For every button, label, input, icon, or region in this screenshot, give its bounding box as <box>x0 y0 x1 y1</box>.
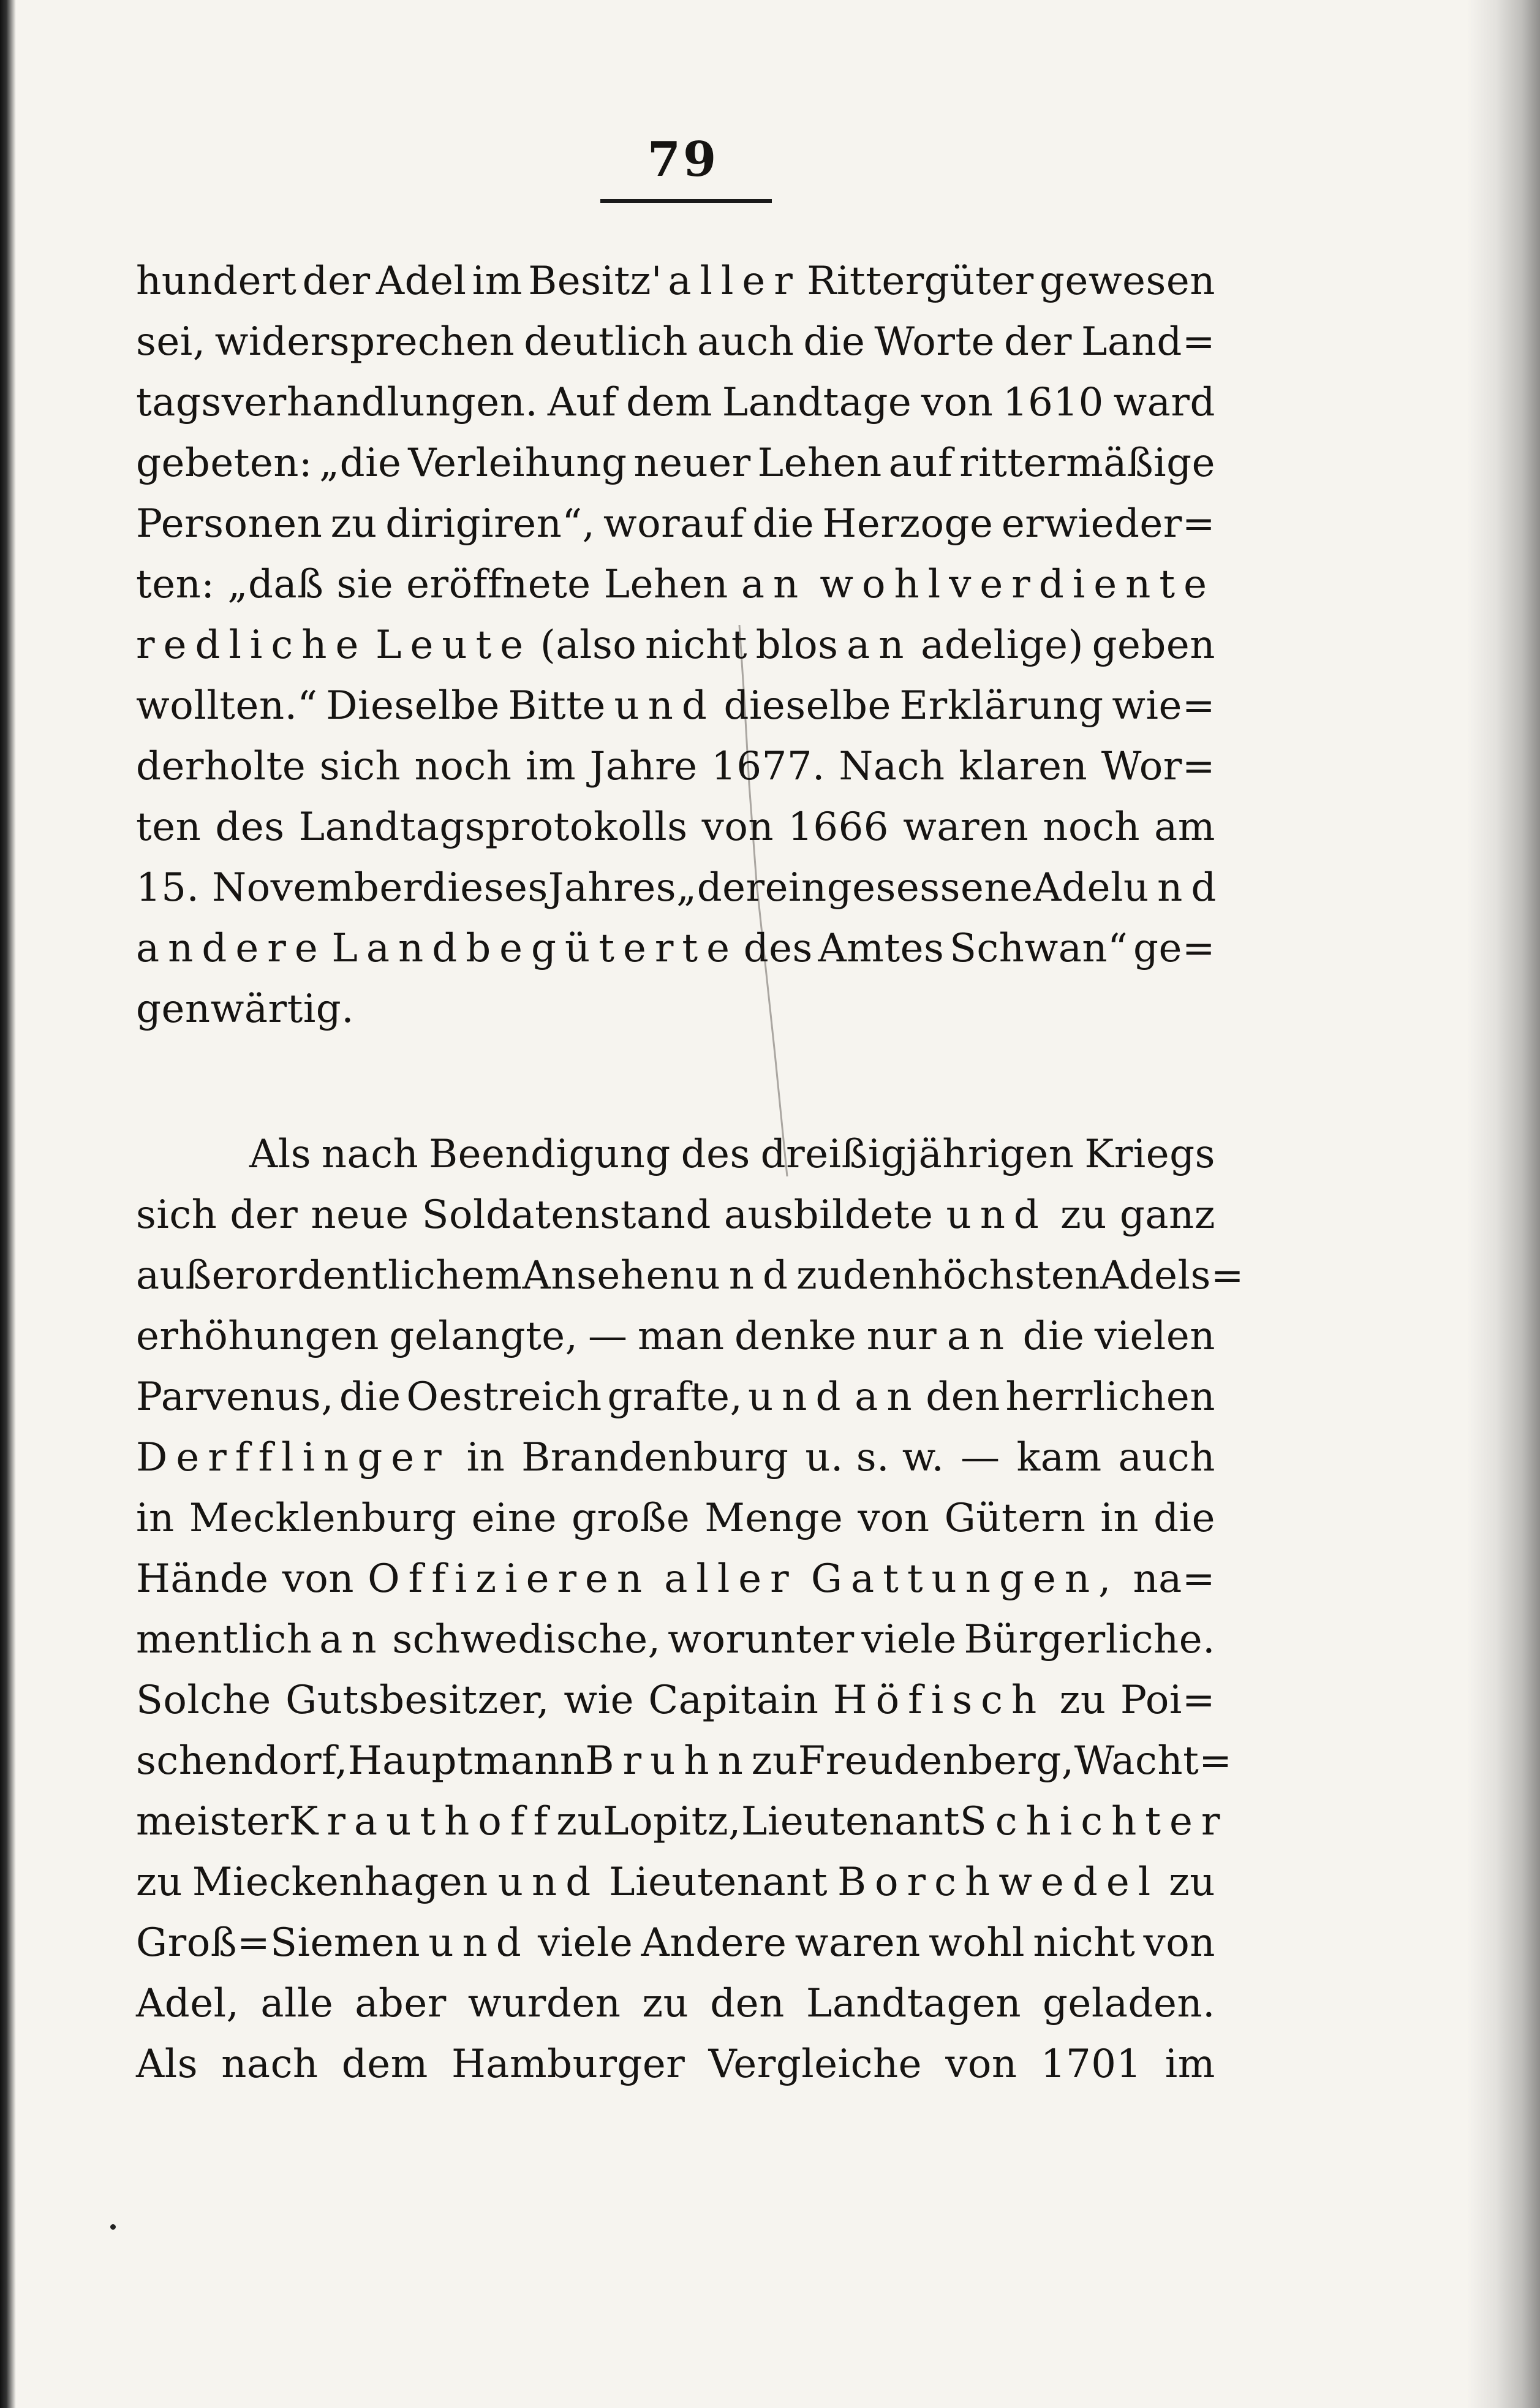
word: 1666 <box>788 805 889 850</box>
word: Jahres <box>548 865 677 911</box>
text-line <box>136 979 1215 1040</box>
word: des <box>681 1132 750 1177</box>
word: außerordentlichem <box>136 1253 523 1298</box>
word: Herzoge <box>822 501 994 547</box>
word: Amtes <box>818 926 945 971</box>
word: Parvenus, <box>136 1374 334 1420</box>
text-line <box>136 1974 1215 2034</box>
word: ten <box>136 805 202 850</box>
word: die <box>752 501 815 547</box>
word: eine <box>471 1496 557 1541</box>
word: geben <box>1092 623 1215 668</box>
word: Ansehen <box>522 1253 695 1298</box>
word: neuer <box>633 441 751 486</box>
word: kam <box>1016 1435 1102 1480</box>
text-line <box>136 251 1215 312</box>
word: Krauthoff <box>289 1799 557 1844</box>
word: Groß=Siemen <box>136 1920 421 1966</box>
word: Bruhn <box>585 1738 752 1784</box>
text-line <box>136 1731 1232 1792</box>
word: dirigiren“, <box>385 501 595 547</box>
word: auch <box>697 319 795 365</box>
word: widersprechen <box>214 319 515 365</box>
word: in <box>136 1496 175 1541</box>
word: des <box>215 805 285 850</box>
word: von <box>945 2042 1017 2087</box>
word: Wacht= <box>1074 1738 1232 1784</box>
text-line <box>136 555 1215 615</box>
word: Gattungen, <box>810 1556 1120 1602</box>
word: noch <box>414 744 512 789</box>
word: Wor= <box>1101 744 1215 789</box>
word: aller <box>668 259 801 304</box>
word: Borchwedel <box>837 1860 1160 1905</box>
word: von <box>921 380 994 425</box>
word: „die <box>319 441 402 486</box>
text-line <box>136 2034 1215 2095</box>
word: 1677. <box>711 744 825 789</box>
word: na= <box>1133 1556 1215 1602</box>
word: mentlich <box>136 1617 312 1662</box>
word: Leute <box>375 623 532 668</box>
word: andere <box>136 926 326 971</box>
word: Erklärung <box>899 683 1104 729</box>
word: adelige) <box>921 623 1084 668</box>
word: nicht <box>1033 1920 1136 1966</box>
word: Schichter <box>959 1799 1229 1844</box>
word: aber <box>355 1981 447 2026</box>
word: gebeten: <box>136 441 313 486</box>
word: im <box>1164 2042 1215 2087</box>
word: alle <box>260 1981 334 2026</box>
word: dieselbe <box>723 683 891 729</box>
word: (also <box>540 623 637 668</box>
word: 15. November <box>136 865 422 911</box>
word: Poi= <box>1120 1678 1215 1723</box>
word: und <box>1123 865 1225 911</box>
word: viele <box>538 1920 633 1966</box>
text-line <box>136 1185 1215 1246</box>
word: Hände <box>136 1556 269 1602</box>
word: an <box>319 1617 385 1662</box>
word: zu <box>556 1799 603 1844</box>
page-number: 79 <box>647 132 719 187</box>
word: Oestreich <box>406 1374 602 1420</box>
word: der <box>1004 319 1072 365</box>
word: dreißigjährigen <box>760 1132 1074 1177</box>
word: Lieutenant <box>609 1860 828 1905</box>
word: „der <box>676 865 765 911</box>
word: nur <box>866 1314 937 1359</box>
word: wollten.“ <box>136 683 318 729</box>
text-line <box>136 1306 1215 1367</box>
word: sie <box>336 562 394 607</box>
word: im <box>525 744 576 789</box>
text-line <box>136 1670 1215 1731</box>
word: höchsten <box>917 1253 1100 1298</box>
word: an <box>741 562 807 607</box>
word: klaren <box>959 744 1088 789</box>
word: Bürgerliche. <box>964 1617 1215 1662</box>
word: gelangte, <box>389 1314 578 1359</box>
word: zu <box>751 1738 798 1784</box>
word: deutlich <box>524 319 688 365</box>
word: zu <box>330 501 377 547</box>
word: zu <box>136 1860 183 1905</box>
text-line <box>136 1913 1215 1974</box>
word: die <box>803 319 866 365</box>
text-line <box>136 736 1215 797</box>
word: Offizieren <box>368 1556 651 1602</box>
word: im <box>472 259 523 304</box>
word: Adel, <box>136 1981 240 2026</box>
word: vielen <box>1094 1314 1215 1359</box>
word: ausbildete <box>723 1192 934 1238</box>
word: erhöhungen <box>136 1314 379 1359</box>
word: in <box>466 1435 505 1480</box>
word: neue <box>311 1192 409 1238</box>
word: und <box>428 1920 530 1966</box>
word: wurden <box>467 1981 621 2026</box>
text-line <box>136 494 1215 555</box>
word: Derfflinger <box>136 1435 450 1480</box>
word: Kriegs <box>1084 1132 1215 1177</box>
page-number-rule <box>600 199 772 203</box>
word: Landtage <box>722 380 912 425</box>
word: 1610 <box>1002 380 1104 425</box>
word: Worte <box>874 319 995 365</box>
word: zu <box>1059 1678 1106 1723</box>
word: Mecklenburg <box>189 1496 457 1541</box>
word: — <box>961 1435 1000 1480</box>
word: noch <box>1043 805 1141 850</box>
word: dieses <box>421 865 548 911</box>
word: geladen. <box>1043 1981 1215 2026</box>
word: „daß <box>227 562 324 607</box>
text-line <box>136 1488 1215 1549</box>
word: Besitz' <box>528 259 662 304</box>
word: Als <box>136 2042 198 2087</box>
word: worauf <box>603 501 744 547</box>
word: des <box>743 926 813 971</box>
word: Land= <box>1081 319 1215 365</box>
text-line <box>136 1124 1215 1185</box>
word: Soldatenstand <box>421 1192 711 1238</box>
word: von <box>858 1496 930 1541</box>
word: Landtagen <box>806 1981 1022 2026</box>
text-line <box>136 858 1225 918</box>
word: der <box>230 1192 298 1238</box>
text-line <box>136 1852 1215 1913</box>
word: redliche <box>136 623 368 668</box>
word: ten: <box>136 562 215 607</box>
paragraph-2 <box>136 1124 1244 2095</box>
word: und <box>748 1374 850 1420</box>
word: Als <box>249 1132 312 1177</box>
word: in <box>1100 1496 1139 1541</box>
word: auf <box>888 441 953 486</box>
scan-right-edge-shadow <box>1466 0 1540 2408</box>
word: Hauptmann <box>347 1738 586 1784</box>
word: den <box>926 1374 1000 1420</box>
word: auch <box>1118 1435 1215 1480</box>
word: ge= <box>1133 926 1215 971</box>
word: an <box>847 623 913 668</box>
word: von <box>1143 1920 1215 1966</box>
word: von <box>701 805 774 850</box>
word: herrlichen <box>1005 1374 1215 1420</box>
word: und <box>946 1192 1047 1238</box>
word: sich <box>319 744 401 789</box>
word: Capitain <box>648 1678 819 1723</box>
scan-left-edge-shadow <box>0 0 16 2408</box>
word: Adel <box>376 259 467 304</box>
word: Vergleiche <box>708 2042 923 2087</box>
word: Beendigung <box>429 1132 671 1177</box>
word: Personen <box>136 501 323 547</box>
word: Landtagsprotokolls <box>298 805 688 850</box>
word: Lehen <box>603 562 728 607</box>
word: von <box>282 1556 354 1602</box>
word: die <box>339 1374 401 1420</box>
word: zu <box>796 1253 843 1298</box>
word: hundert <box>136 259 297 304</box>
word: Dieselbe <box>326 683 500 729</box>
word: dem <box>341 2042 428 2087</box>
word: worunter <box>668 1617 855 1662</box>
word: den <box>842 1253 918 1298</box>
word: sei, <box>136 319 206 365</box>
word: Andere <box>641 1920 787 1966</box>
word: wie= <box>1112 683 1215 729</box>
word: Höfisch <box>832 1678 1046 1723</box>
word: zu <box>642 1981 689 2026</box>
word: derholte <box>136 744 306 789</box>
word: wie <box>564 1678 634 1723</box>
word: rittermäßige <box>959 441 1215 486</box>
text-line <box>136 373 1215 433</box>
word: Rittergüter <box>807 259 1034 304</box>
text-line <box>136 1792 1229 1852</box>
text-line <box>136 797 1215 858</box>
word: eingesessene <box>764 865 1033 911</box>
word: aller <box>664 1556 798 1602</box>
text-line <box>136 1610 1215 1670</box>
word: grafte, <box>607 1374 743 1420</box>
text-line <box>136 676 1215 736</box>
word: — <box>588 1314 628 1359</box>
word: schendorf, <box>136 1738 348 1784</box>
word: tagsverhandlungen. <box>136 380 538 425</box>
word: Nach <box>839 744 945 789</box>
word: Gutsbesitzer, <box>285 1678 549 1723</box>
word: am <box>1154 805 1215 850</box>
word: man <box>637 1314 725 1359</box>
word: gewesen <box>1039 259 1215 304</box>
word: genwärtig. <box>136 986 355 1032</box>
word: Landbegüterte <box>331 926 739 971</box>
word: zu <box>1169 1860 1215 1905</box>
word: und <box>614 683 715 729</box>
word: Verleihung <box>408 441 627 486</box>
word: sich <box>136 1192 217 1238</box>
word: der <box>302 259 371 304</box>
word: und <box>497 1860 600 1905</box>
word: Freudenberg, <box>798 1738 1074 1784</box>
word: 1701 <box>1040 2042 1142 2087</box>
word: dem <box>626 380 713 425</box>
word: meister <box>136 1799 289 1844</box>
word: u. s. w. <box>805 1435 945 1480</box>
word: Gütern <box>944 1496 1086 1541</box>
word: die <box>1022 1314 1085 1359</box>
word: Lehen <box>757 441 882 486</box>
text-line <box>136 312 1215 373</box>
text-line <box>136 1549 1215 1610</box>
word: Lopitz, <box>603 1799 741 1844</box>
word: eröffnete <box>406 562 591 607</box>
word: Brandenburg <box>521 1435 789 1480</box>
word: Hamburger <box>451 2042 685 2087</box>
text-line <box>136 918 1215 979</box>
word: und <box>695 1253 796 1298</box>
word: schwedische, <box>392 1617 661 1662</box>
text-line <box>136 1428 1215 1488</box>
text-line <box>136 615 1215 676</box>
word: wohlverdiente <box>820 562 1215 607</box>
ink-speck <box>110 2224 116 2230</box>
word: Auf <box>547 380 617 425</box>
word: erwieder= <box>1001 501 1215 547</box>
word: ward <box>1113 380 1215 425</box>
word: waren <box>795 1920 921 1966</box>
paragraph-1 <box>136 251 1225 1040</box>
word: Schwan“ <box>949 926 1128 971</box>
word: Bitte <box>508 683 606 729</box>
word: waren <box>903 805 1029 850</box>
text-line <box>136 433 1215 494</box>
word: die <box>1153 1496 1215 1541</box>
word: Adel <box>1033 865 1123 911</box>
word: Solche <box>136 1678 271 1723</box>
word: Jahre <box>589 744 698 789</box>
word: zu <box>1060 1192 1107 1238</box>
word: nach <box>321 1132 419 1177</box>
word: nach <box>221 2042 319 2087</box>
text-line <box>136 1246 1244 1306</box>
word: blos <box>755 623 839 668</box>
word: Lieutenant <box>741 1799 960 1844</box>
word: an <box>946 1314 1013 1359</box>
word: Mieckenhagen <box>192 1860 488 1905</box>
word: denke <box>734 1314 857 1359</box>
word: ganz <box>1119 1192 1215 1238</box>
word: große <box>572 1496 690 1541</box>
text-line <box>136 1367 1215 1428</box>
word: den <box>710 1981 785 2026</box>
word: Adels= <box>1100 1253 1244 1298</box>
word: wohl <box>929 1920 1025 1966</box>
word: an <box>855 1374 921 1420</box>
word: viele <box>861 1617 957 1662</box>
word: Menge <box>704 1496 844 1541</box>
word: nicht <box>644 623 747 668</box>
